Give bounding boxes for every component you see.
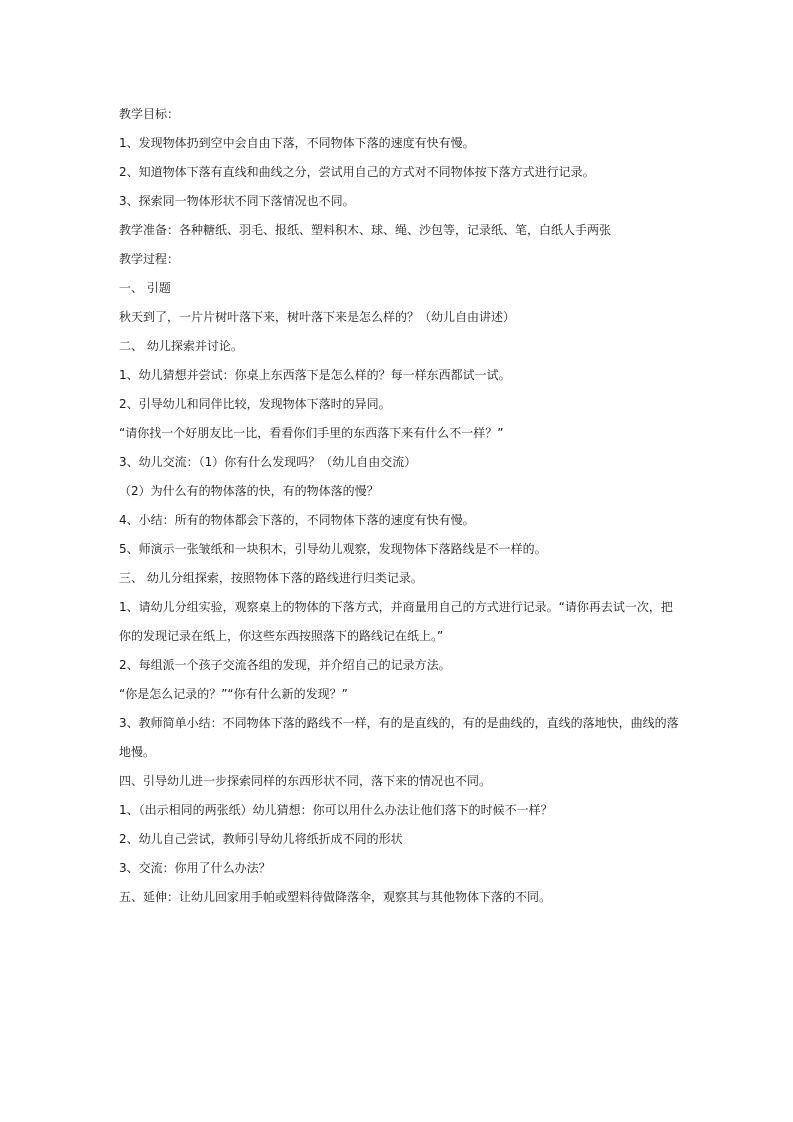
paragraph-line: 2、幼儿自己尝试，教师引导幼儿将纸折成不同的形状 [119, 832, 403, 846]
paragraph-line: 1、请幼儿分组实验，观察桌上的物体的下落方式，并商量用自己的方式进行记录。“请你再去试一次，把 [119, 600, 673, 614]
paragraph-line: 你的发现记录在纸上，你这些东西按照落下的路线记在纸上。” [119, 629, 444, 643]
quote-line: “你是怎么记录的？”“你有什么新的发现？” [119, 687, 348, 701]
step-heading-1: 一、 引题 [119, 281, 171, 295]
paragraph-line: 1、（出示相同的两张纸）幼儿猜想：你可以用什么办法让他们落下的时候不一样？ [119, 803, 553, 817]
paragraph-line: （2）为什么有的物体落的快，有的物体落的慢？ [119, 484, 379, 498]
document-body [119, 100, 679, 912]
step-heading-4: 四、引导幼儿进一步探索同样的东西形状不同，落下来的情况也不同。 [119, 774, 492, 788]
goal-item-2: 2、知道物体下落有直线和曲线之分，尝试用自己的方式对不同物体按下落方式进行记录。 [119, 165, 595, 179]
paragraph-line: 5、师演示一张皱纸和一块积木，引导幼儿观察，发现物体下落路线是不一样的。 [119, 542, 547, 556]
paragraph-line: 3、幼儿交流：（1）你有什么发现吗？（幼儿自由交流） [119, 455, 417, 469]
step-heading-5: 五、延伸：让幼儿回家用手帕或塑料待做降落伞，观察其与其他物体下落的不同。 [119, 890, 552, 904]
step-heading-3: 三、 幼儿分组探索，按照物体下落的路线进行归类记录。 [119, 571, 423, 585]
preparation-paragraph: 教学准备：各种糖纸、羽毛、报纸、塑料积木、球、绳、沙包等，记录纸、笔，白纸人手两张 [119, 223, 612, 237]
goal-item-1: 1、发现物体扔到空中会自由下落，不同物体下落的速度有快有慢。 [119, 136, 475, 150]
paragraph-line: 地慢。 [119, 745, 156, 759]
goal-item-3: 3、探索同一物体形状不同下落情况也不同。 [119, 194, 355, 208]
paragraph-line: 2、引导幼儿和同伴比较，发现物体下落时的异同。 [119, 397, 391, 411]
paragraph-line: 秋天到了，一片片树叶落下来，树叶落下来是怎么样的？（幼儿自由讲述） [119, 310, 516, 324]
section-heading-goals: 教学目标： [119, 107, 180, 121]
paragraph-line: 3、交流：你用了什么办法？ [119, 861, 271, 875]
paragraph-line: 4、小结：所有的物体都会下落的，不同物体下落的速度有快有慢。 [119, 513, 475, 527]
paragraph-line: 1、幼儿猜想并尝试：你桌上东西落下是怎么样的？每一样东西都试一试。 [119, 368, 511, 382]
paragraph-line: 3、教师简单小结：不同物体下落的路线不一样，有的是直线的，有的是曲线的，直线的落地快，曲线的落 [119, 716, 679, 730]
paragraph-line: 2、每组派一个孩子交流各组的发现，并介绍自己的记录方法。 [119, 658, 451, 672]
quote-line: “请你找一个好朋友比一比，看看你们手里的东西落下来有什么不一样？” [119, 426, 504, 440]
step-heading-2: 二、 幼儿探索并讨论。 [119, 339, 243, 353]
section-heading-process: 教学过程： [119, 252, 180, 266]
